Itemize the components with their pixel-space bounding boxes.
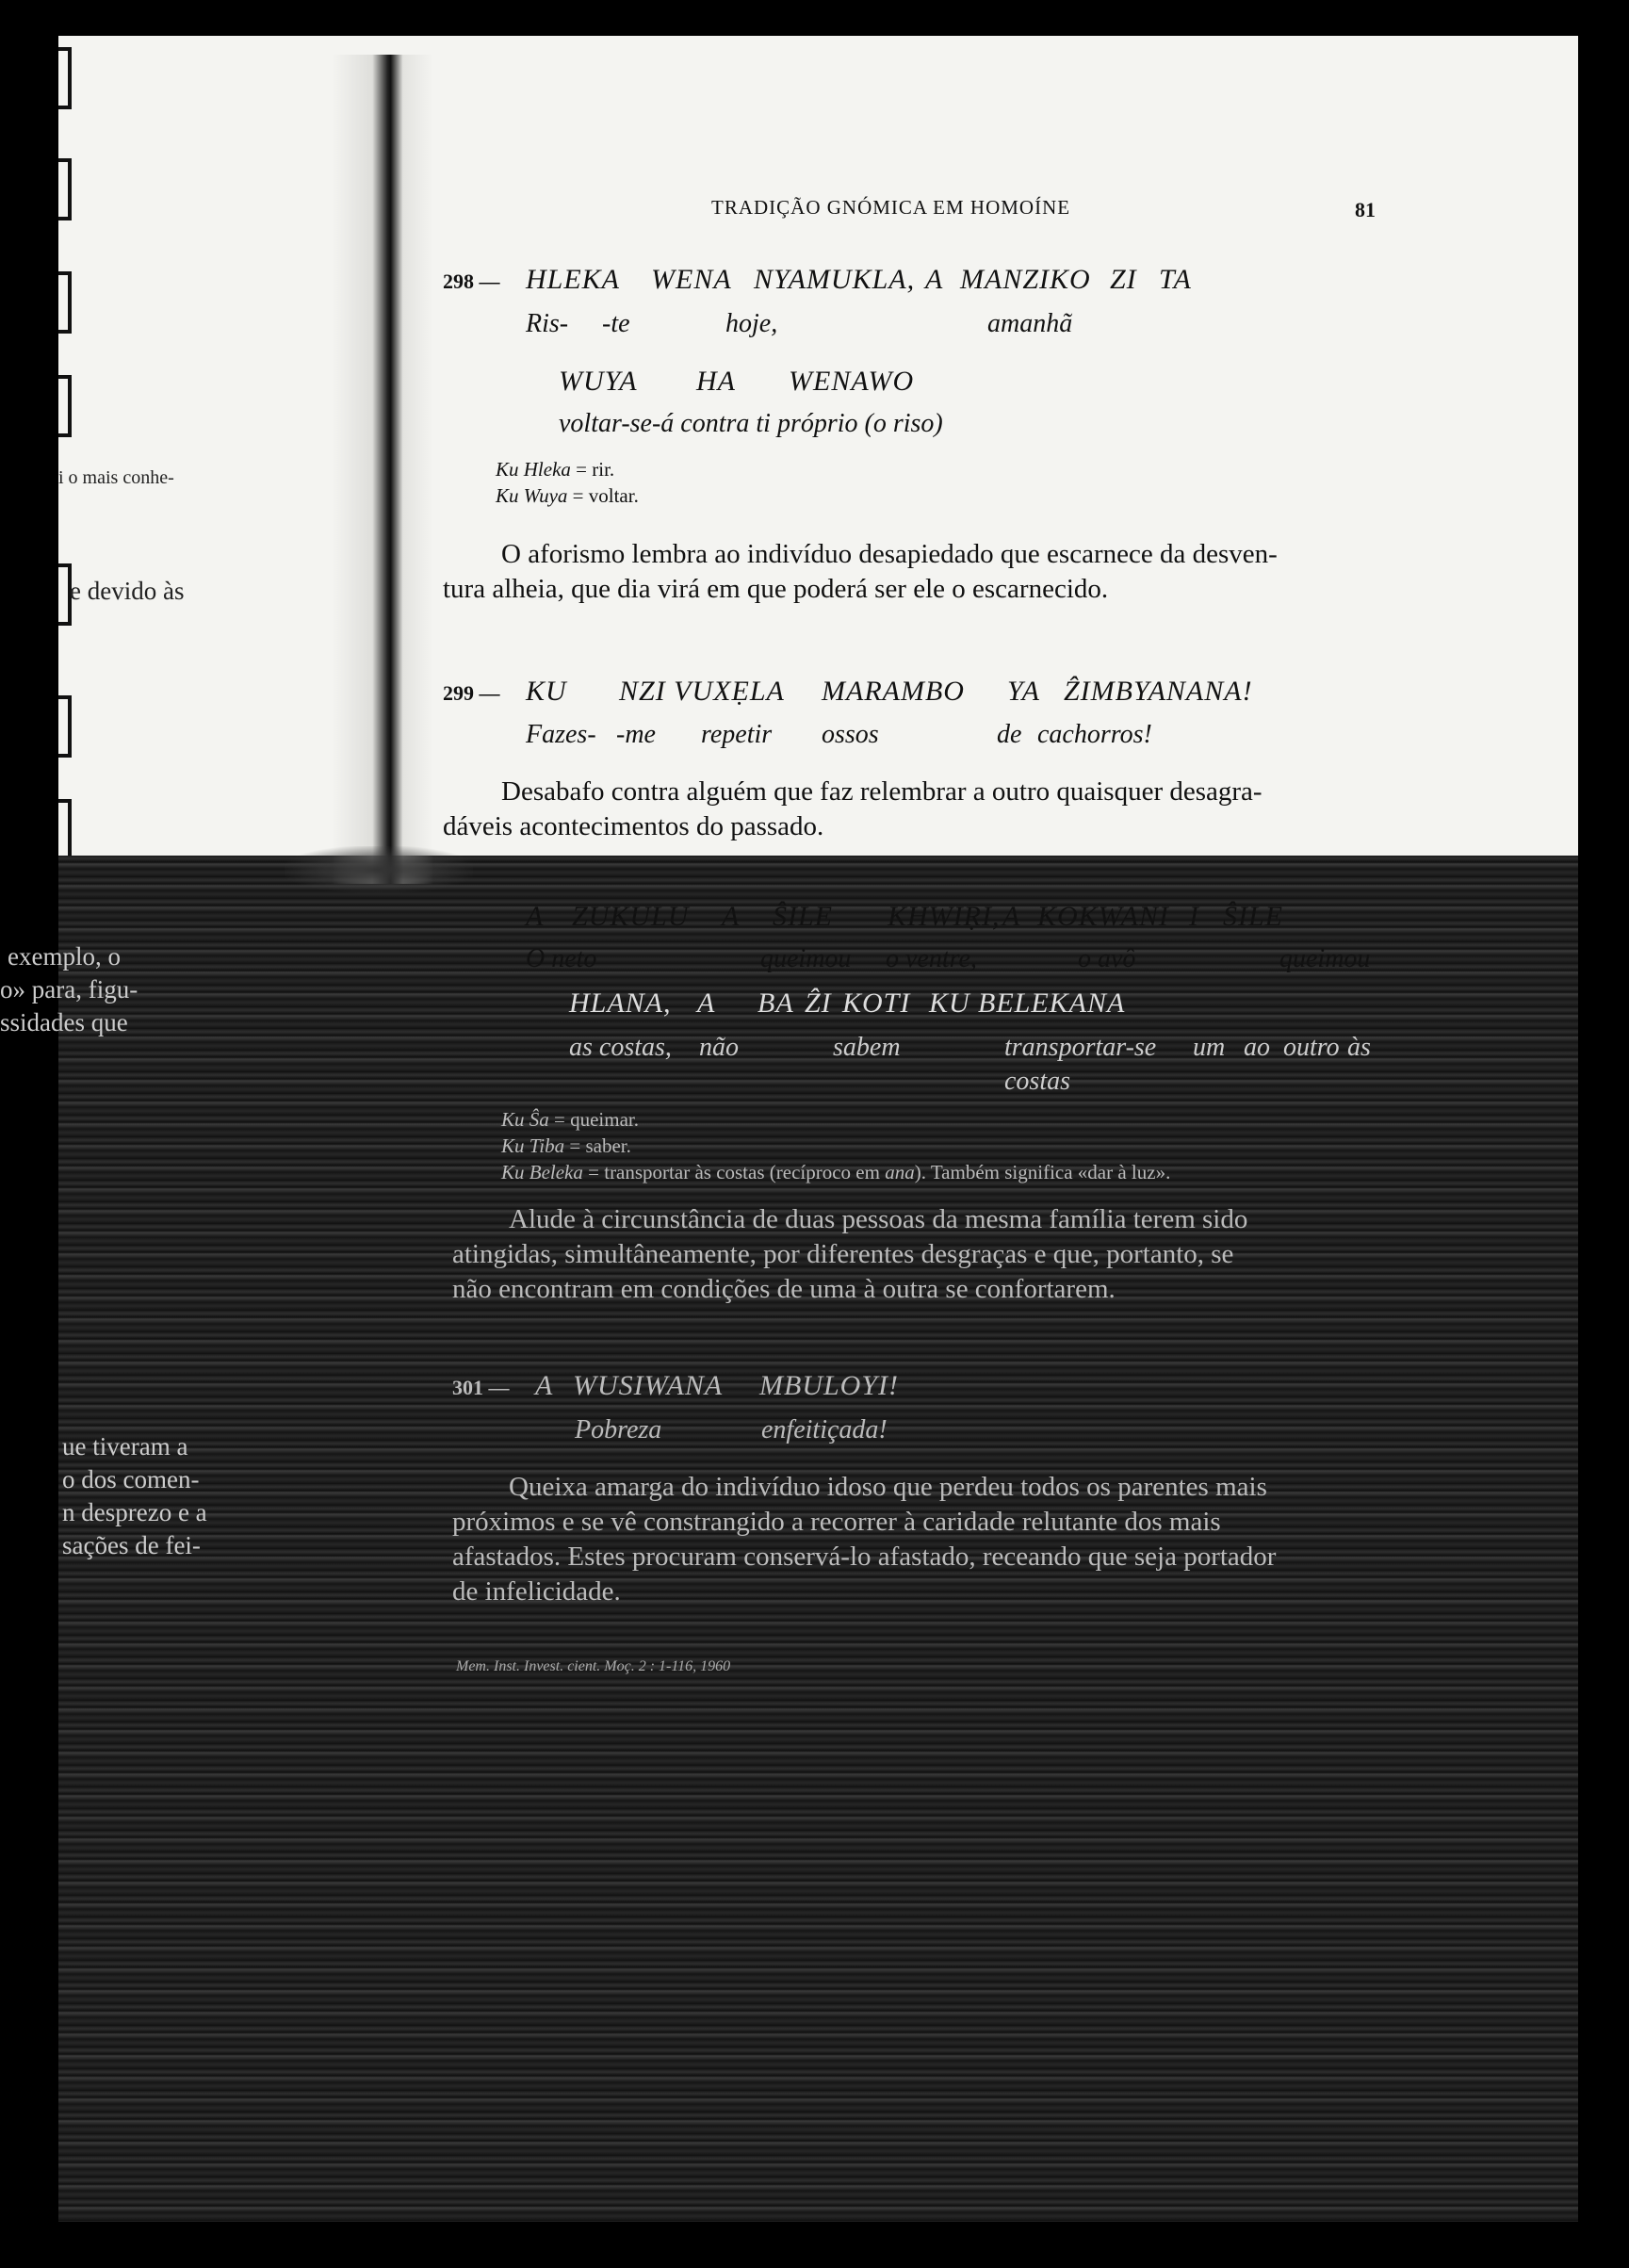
note: Ku Beleka = transportar às costas (recíproco em ana). Também significa «dar à luz». (501, 1161, 1171, 1183)
proverb-word: A (535, 1370, 554, 1401)
proverb-word: A (1002, 901, 1021, 932)
proverb-word: TA (1159, 264, 1192, 295)
gloss: repetir (701, 720, 773, 749)
proverb-word: NZI VUXẸLA (619, 676, 785, 707)
proverb-word: BELEKANA (978, 987, 1126, 1019)
left-fragment: exemplo, o (8, 942, 121, 971)
note: Ku Tiba = saber. (501, 1134, 631, 1157)
left-fragment: e devido às (70, 577, 185, 605)
proverb-word: ZI (1110, 264, 1137, 295)
entry-number: 298 — (443, 269, 500, 293)
paragraph-line: Desabafo contra alguém que faz relembrar a outro quaisquer desagra- (501, 776, 1262, 807)
gloss: hoje, (725, 309, 778, 338)
gloss: costas (1004, 1067, 1070, 1096)
proverb-word: ẐIMBYANANA! (1064, 676, 1253, 707)
proverb-word: ŜILE (1223, 901, 1283, 932)
proverb-word: WUYA (559, 366, 638, 397)
gloss: -te (602, 309, 630, 338)
gloss: ao (1244, 1033, 1270, 1062)
page-number: 81 (1355, 198, 1376, 221)
left-fragment: i o mais conhe- (58, 467, 174, 488)
margin-bracket (58, 695, 72, 758)
proverb-word: MANZIKO (960, 264, 1091, 295)
paragraph-line: Queixa amarga do indivíduo idoso que perdeu todos os parentes mais (509, 1472, 1267, 1502)
proverb-word: ZUKULU (572, 901, 690, 932)
proverb-word: I (1189, 901, 1199, 932)
citation-footer: Mem. Inst. Invest. cient. Moç. 2 : 1-116, 1960 (456, 1658, 731, 1674)
gloss: o ventre, (886, 944, 977, 973)
proverb-word: WUSIWANA (573, 1370, 724, 1401)
proverb-word: MARAMBO (822, 676, 965, 707)
paragraph-line: afastados. Estes procuram conservá-lo afastado, receando que seja portador (452, 1542, 1277, 1572)
gloss: Ris- (526, 309, 569, 338)
left-fragment: o» para, figu- (0, 975, 138, 1003)
note: Ku Ŝa = queimar. (501, 1108, 640, 1131)
gloss: o avô (1078, 944, 1136, 973)
paragraph-line: atingidas, simultâneamente, por diferentes desgraças e que, portanto, se (452, 1239, 1234, 1269)
paragraph-line: Alude à circunstância de duas pessoas da mesma família terem sido (509, 1204, 1248, 1234)
paragraph-line: de infelicidade. (452, 1576, 621, 1607)
proverb-word: HLEKA (526, 264, 621, 295)
proverb-word: KU (526, 676, 567, 707)
proverb-word: KHWIṚI, (888, 901, 1001, 932)
proverb-word: KOKWANI (1037, 901, 1169, 932)
proverb-word: ŜILE (773, 901, 833, 932)
paragraph-line: não encontram em condições de uma à outra se confortarem. (452, 1274, 1116, 1304)
margin-bracket (58, 47, 72, 109)
proverb-word: NYAMUKLA, (754, 264, 916, 295)
margin-bracket (58, 799, 72, 861)
gloss: às (1347, 1033, 1371, 1062)
proverb-word: A (722, 901, 741, 932)
left-fragment: ue tiveram a (62, 1432, 188, 1460)
gloss: não (699, 1033, 739, 1062)
proverb-word: A (526, 901, 545, 932)
paragraph-line: próximos e se vê constrangido a recorrer à caridade relutante dos mais (452, 1507, 1221, 1537)
book-spine-shadow (332, 55, 433, 884)
proverb-word: BA (757, 987, 794, 1019)
gloss: voltar-se-á contra ti próprio (o riso) (559, 409, 943, 438)
gloss: sabem (833, 1033, 901, 1062)
proverb-word: YA (1007, 676, 1040, 707)
spine-shadow-base (285, 846, 473, 893)
gloss: de (997, 720, 1022, 749)
left-fragment: n desprezo e a (62, 1498, 207, 1526)
gloss: -me (616, 720, 656, 749)
gloss: cachorros! (1037, 720, 1152, 749)
gloss: as costas, (569, 1033, 672, 1062)
gloss: outro (1283, 1033, 1340, 1062)
left-fragment: o dos comen- (62, 1465, 200, 1493)
running-header: TRADIÇÃO GNÓMICA EM HOMOÍNE (711, 196, 1071, 219)
proverb-word: WENAWO (789, 366, 915, 397)
proverb-word: ẐI (805, 987, 832, 1019)
entry-number: 301 — (452, 1376, 510, 1399)
proverb-word: KOTI (842, 987, 911, 1019)
paragraph-line: tura alheia, que dia virá em que poderá ser ele o escarnecido. (443, 574, 1109, 604)
entry-number: 299 — (443, 681, 500, 705)
note: Ku Hleka = rir. (496, 458, 615, 481)
margin-bracket (58, 271, 72, 334)
gloss: enfeitiçada! (761, 1415, 888, 1444)
margin-bracket (58, 375, 72, 437)
gloss: ossos (822, 720, 879, 749)
gloss: transportar-se (1004, 1033, 1157, 1062)
proverb-word: A (697, 987, 716, 1019)
proverb-word: A (925, 264, 944, 295)
gloss: queimou (1279, 944, 1371, 973)
proverb-word: MBULOYI! (759, 1370, 899, 1401)
gloss: O neto (526, 944, 597, 973)
proverb-word: HLANA, (569, 987, 672, 1019)
proverb-word: WENA (651, 264, 732, 295)
note: Ku Wuya = voltar. (496, 484, 639, 507)
margin-bracket (58, 158, 72, 220)
proverb-word: HA (696, 366, 736, 397)
gloss: Fazes- (526, 720, 596, 749)
paragraph-line: dáveis acontecimentos do passado. (443, 811, 824, 841)
gloss: amanhã (987, 309, 1073, 338)
proverb-word: KU (929, 987, 970, 1019)
gloss: queimou (760, 944, 852, 973)
gloss: um (1193, 1033, 1226, 1062)
left-fragment: sações de fei- (62, 1531, 201, 1559)
left-fragment: ssidades que (0, 1008, 128, 1036)
paragraph-line: O aforismo lembra ao indivíduo desapiedado que escarnece da desven- (501, 539, 1278, 569)
gloss: Pobreza (575, 1415, 662, 1444)
